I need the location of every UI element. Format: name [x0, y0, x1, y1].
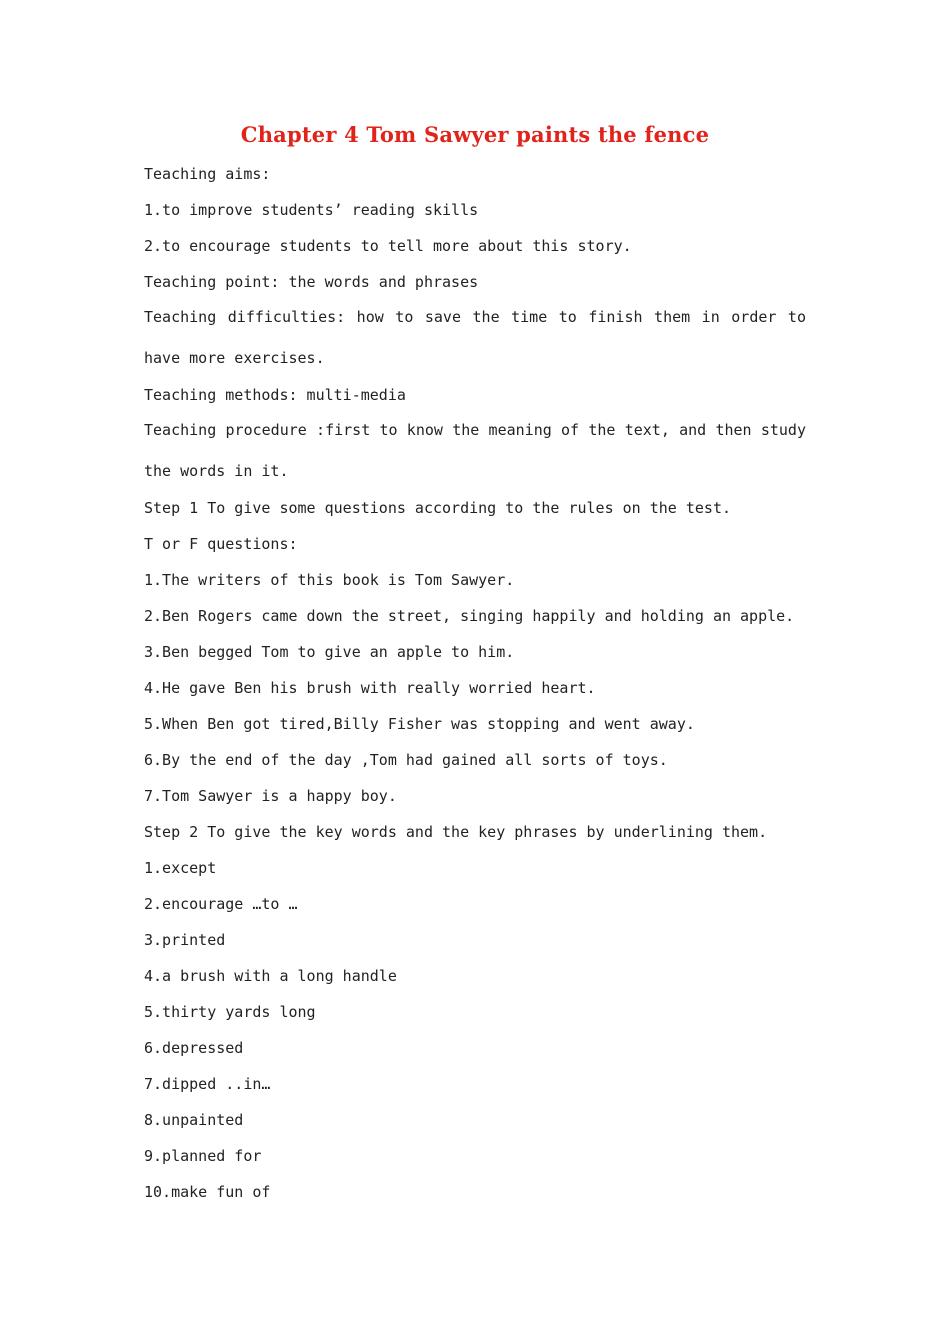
document-title: Chapter 4 Tom Sawyer paints the fence — [240, 122, 710, 147]
list-item-keyword-4: 4.a brush with a long handle — [144, 967, 397, 985]
text-line-teaching-methods: Teaching methods: multi-media — [144, 386, 406, 404]
list-item-question-3: 3.Ben begged Tom to give an apple to him. — [144, 643, 515, 661]
list-item-keyword-2: 2.encourage …to … — [144, 895, 298, 913]
text-line-aim-2: 2.to encourage students to tell more about this story. — [144, 237, 632, 255]
list-item-question-4: 4.He gave Ben his brush with really worried heart. — [144, 679, 596, 697]
list-item-keyword-3: 3.printed — [144, 931, 226, 949]
list-item-keyword-5: 5.thirty yards long — [144, 1003, 316, 1021]
list-item-question-2: 2.Ben Rogers came down the street, singing happily and holding an apple. — [144, 607, 795, 625]
text-line-teaching-procedure: Teaching procedure :first to know the meaning of the text, and then study the words in it. — [144, 421, 806, 480]
text-line-teaching-point: Teaching point: the words and phrases — [144, 273, 479, 291]
text-line-teaching-difficulties: Teaching difficulties: how to save the time to finish them in order to have more exercises. — [144, 308, 806, 367]
list-item-keyword-10: 10.make fun of — [144, 1183, 271, 1201]
list-item-keyword-9: 9.planned for — [144, 1147, 262, 1165]
text-line-step-2: Step 2 To give the key words and the key phrases by underlining them. — [144, 823, 768, 841]
list-item-question-5: 5.When Ben got tired,Billy Fisher was stopping and went away. — [144, 715, 695, 733]
list-item-keyword-6: 6.depressed — [144, 1039, 244, 1057]
list-item-question-1: 1.The writers of this book is Tom Sawyer. — [144, 571, 515, 589]
text-line-aim-1: 1.to improve students’ reading skills — [144, 201, 479, 219]
text-line-tf-questions: T or F questions: — [144, 535, 298, 553]
list-item-keyword-7: 7.dipped ..in… — [144, 1075, 271, 1093]
list-item-keyword-1: 1.except — [144, 859, 217, 877]
list-item-keyword-8: 8.unpainted — [144, 1111, 244, 1129]
text-line-step-1: Step 1 To give some questions according to the rules on the test. — [144, 499, 731, 517]
list-item-question-7: 7.Tom Sawyer is a happy boy. — [144, 787, 397, 805]
text-line-teaching-aims: Teaching aims: — [144, 165, 271, 183]
list-item-question-6: 6.By the end of the day ,Tom had gained all sorts of toys. — [144, 751, 668, 769]
